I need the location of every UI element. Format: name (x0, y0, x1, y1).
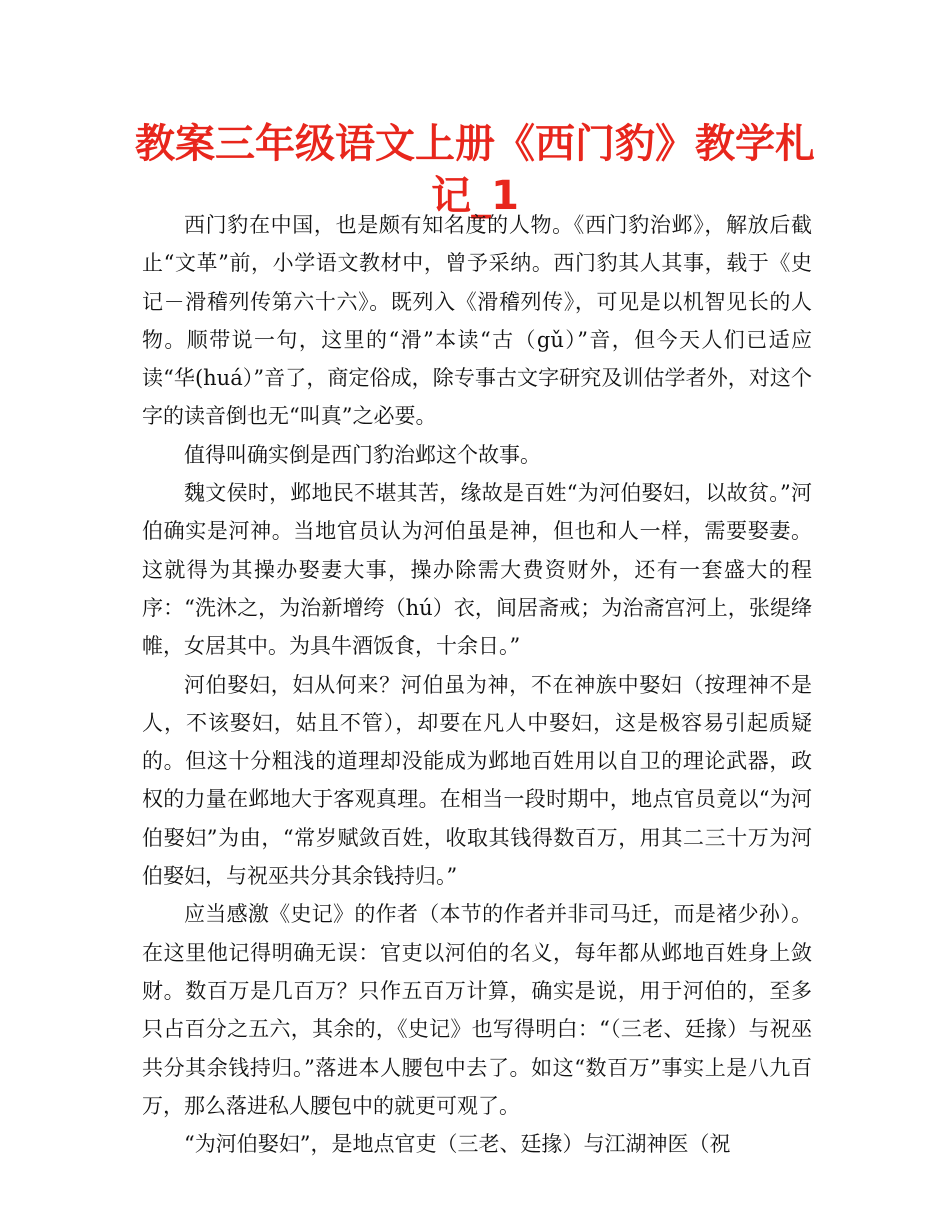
document-title: 教案三年级语文上册《西门豹》教学札记_1 (135, 121, 815, 219)
document-body (142, 206, 812, 1163)
paragraph: 魏文侯时，邺地民不堪其苦，缘故是百姓“为河伯娶妇，以故贫。”河伯确实是河神。当地官员认为河伯虽是神，但也和人一样，需要娶妻。这就得为其操办娶妻大事，操办除需大费资财外，还有一套盛大的程序：“洗沐之，为治新增绔（hú）衣，间居斋戒；为治斋宫河上，张缇绛帷，女居其中。为具牛酒饭食，十余日。” (142, 481, 812, 659)
paragraph: 西门豹在中国，也是颇有知名度的人物。《西门豹治邺》，解放后截止“文革”前，小学语文教材中，曾予采纳。西门豹其人其事，载于《史记－滑稽列传第六十六》。既列入《滑稽列传》，可见是以机智见长的人物。顺带说一句，这里的“滑”本读“古（gǔ）”音，但今天人们已适应读“华(huá）”音了，商定俗成，除专事古文字研究及训估学者外，对这个字的读音倒也无“叫真”之必要。 (142, 213, 812, 429)
paragraph: 值得叫确实倒是西门豹治邺这个故事。 (184, 442, 541, 467)
paragraph: “为河伯娶妇”，是地点官吏（三老、廷掾）与江湖神医（祝 (184, 1132, 731, 1157)
paragraph: 河伯娶妇，妇从何来？河伯虽为神，不在神族中娶妇（按理神不是人，不该娶妇，姑且不管），却要在凡人中娶妇，这是极容易引起质疑的。但这十分粗浅的道理却没能成为邺地百姓用以自卫的理论武器，政权的力量在邺地大于客观真理。在相当一段时期中，地点官员竟以“为河伯娶妇”为由，“常岁赋敛百姓，收取其钱得数百万，用其二三十万为河伯娶妇，与祝巫共分其余钱持归。” (142, 672, 812, 889)
paragraph: 应当感激《史记》的作者（本节的作者并非司马迁，而是褚少孙）。在这里他记得明确无误：官吏以河伯的名义，每年都从邺地百姓身上敛财。数百万是几百万？只作五百万计算，确实是说，用于河伯的，至多只占百分之五六，其余的，《史记》也写得明白：“（三老、廷掾）与祝巫共分其余钱持归。”落进本人腰包中去了。如这“数百万”事实上是八九百万，那么落进私人腰包中的就更可观了。 (142, 902, 812, 1118)
